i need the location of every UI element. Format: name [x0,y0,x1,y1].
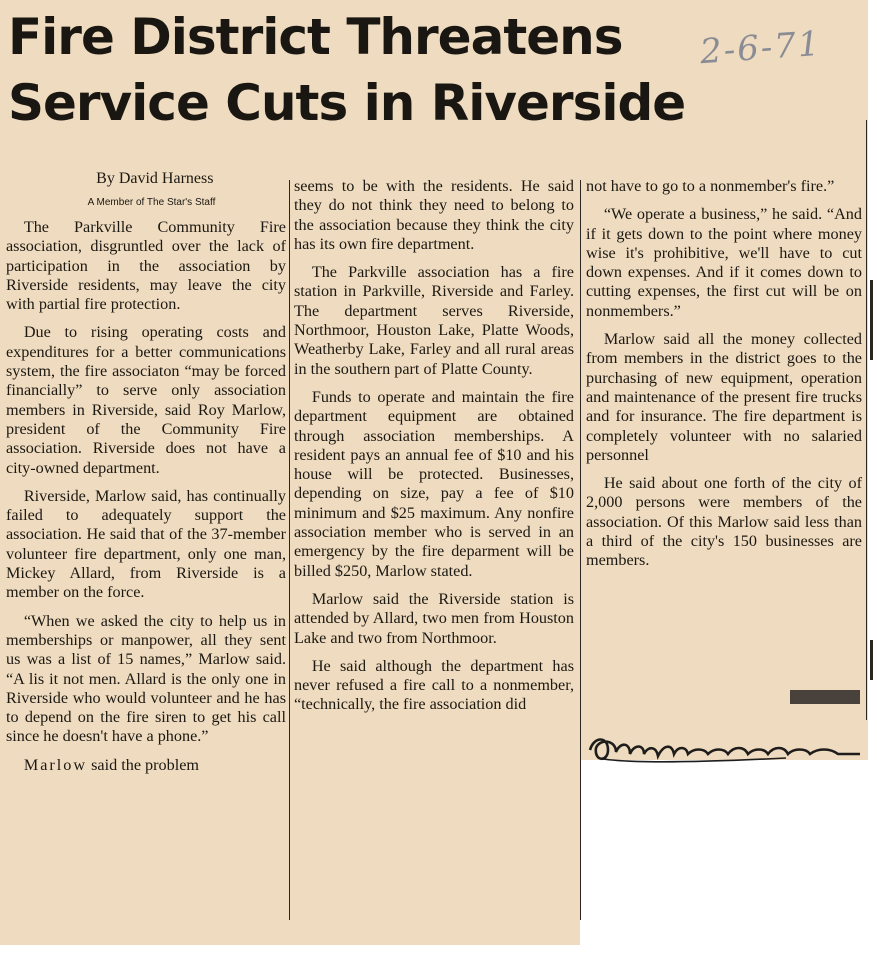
edge-marks [869,280,875,700]
staff-line: A Member of The Star's Staff [87,197,216,208]
article-column-3 [586,177,862,580]
continued-word: Marlow [23,755,88,774]
paragraph: He said about one forth of the city of 2,000 persons were members of the association. Of this Marlow said less than a third of the city's 150 businesses are members. [586,474,862,570]
byline: By David Harness [96,170,214,187]
column-rule-1 [289,180,290,920]
paragraph: Funds to operate and maintain the fire department equipment are obtained through association memberships. A resident pays an annual fee of $10 and his house will be protected. Businesses, depending on size, pay a fee of $10 minimum and $25 maximum. Any nonfire association member who is served in an emergency by the fire deparment will be billed $250, Marlow stated. [294,387,574,580]
paragraph: The Parkville association has a fire station in Parkville, Riverside and Farley. The department serves Riverside, Northmoor, Houston Lake, Platte Woods, Weatherby Lake, Farley and all rural areas in the southern part of Platte County. [294,263,574,378]
handwritten-date: 2-6-71 [698,23,823,73]
continued-text: said the problem [87,755,199,774]
paragraph: seems to be with the residents. He said they do not think they need to belong to the association because they think the city has its own fire department. [294,177,574,253]
paragraph: Marlow said the Riverside station is attended by Allard, two men from Houston Lake and two from Northmoor. [294,589,574,647]
signature-scribble-icon [586,728,864,768]
paragraph: He said although the department has never refused a fire call to a nonmember, “technically, the fire association did [294,656,574,714]
paragraph: The Parkville Community Fire association, disgruntled over the lack of participation in the association by Riverside residents, may leave the city with partial fire protection. [6,218,286,314]
paragraph: “We operate a business,” he said. “And if it gets down to the point where money wise it's prohibitive, we'll have to cut down expenses. And if it comes down to cutting expenses, the first cut will be on nonmembers.” [586,205,862,320]
headline-line-2: Service Cuts in Riverside [8,74,686,132]
column-rule-2 [580,180,581,920]
ink-smudge [790,690,860,704]
headline-line-1: Fire District Threatens [8,8,623,66]
paragraph: not have to go to a nonmember's fire.” [586,177,835,195]
paragraph-continued [6,756,286,775]
paragraph: Due to rising operating costs and expenditures for a better communications system, the fire associaton “may be forced financially” to serve only association members in Riverside, said Roy Marlow, president of the Community Fire association. Riverside does not have a city-owned department. [6,323,286,477]
paragraph: Marlow said all the money collected from members in the district goes to the purchasing of new equipment, operation and maintenance of the present fire trucks and for insurance. The fire department is completely volunteer with no salaried personnel [586,330,862,464]
column-rule-3 [866,120,867,720]
paragraph: Riverside, Marlow said, has continually failed to adequately support the association. He said that of the 37-member volunteer fire department, only one man, Mickey Allard, from Riverside is a member on the force. [6,486,286,602]
article-column-2 [294,177,574,724]
paragraph: “When we asked the city to help us in memberships or manpower, all they sent us was a list of 15 names,” Marlow said. “A lis it not men. Allard is the only one in Riverside who would volunteer and he has to depend on the fire siren to get his call since he doesn't have a phone.” [6,611,286,746]
article-column-1 [6,170,286,784]
headline [8,4,768,136]
